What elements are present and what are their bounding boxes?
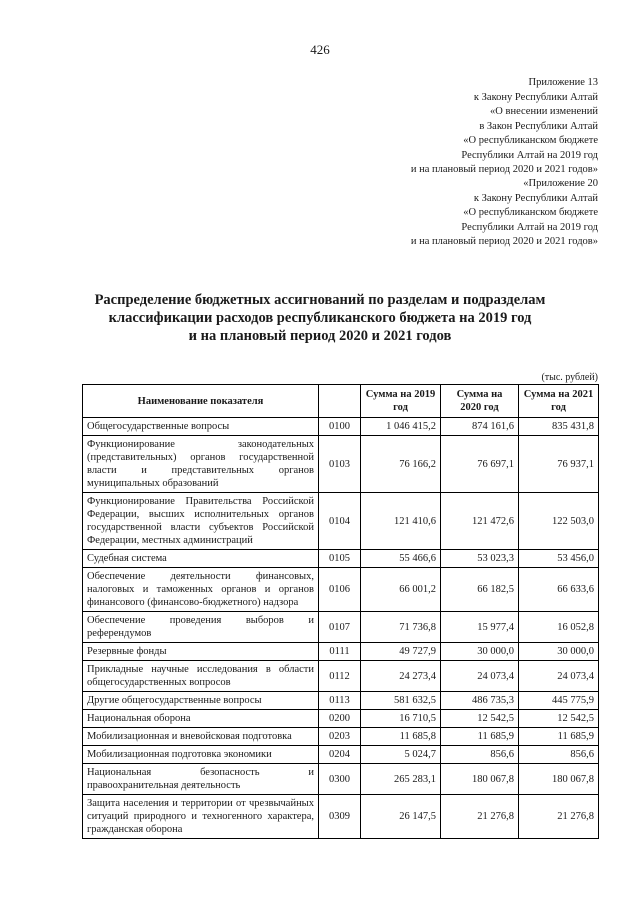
row-code: 0309 — [319, 795, 361, 839]
row-2019: 1 046 415,2 — [361, 418, 441, 436]
title-line: Распределение бюджетных ассигнований по разделам и подразделам — [94, 292, 546, 308]
row-2019: 581 632,5 — [361, 692, 441, 710]
row-code: 0112 — [319, 661, 361, 692]
row-2020: 121 472,6 — [441, 493, 519, 550]
row-2021: 122 503,0 — [519, 493, 599, 550]
table-row — [83, 436, 599, 493]
row-2019: 76 166,2 — [361, 436, 441, 493]
header-2021: Сумма на 2021 год — [519, 385, 599, 418]
row-code: 0105 — [319, 550, 361, 568]
row-code: 0100 — [319, 418, 361, 436]
row-2019: 11 685,8 — [361, 728, 441, 746]
row-code: 0300 — [319, 764, 361, 795]
row-code: 0111 — [319, 643, 361, 661]
row-2020: 486 735,3 — [441, 692, 519, 710]
row-name: Защита населения и территории от чрезвычайных ситуаций природного и техногенного характера, гражданская оборона — [83, 795, 319, 839]
row-name: Другие общегосударственные вопросы — [83, 692, 319, 710]
table-row — [83, 493, 599, 550]
row-2021: 76 937,1 — [519, 436, 599, 493]
row-name: Мобилизационная подготовка экономики — [83, 746, 319, 764]
row-code: 0203 — [319, 728, 361, 746]
row-2021: 11 685,9 — [519, 728, 599, 746]
row-code: 0113 — [319, 692, 361, 710]
row-2019: 26 147,5 — [361, 795, 441, 839]
table-row — [83, 764, 599, 795]
header-2019: Сумма на 2019 год — [361, 385, 441, 418]
table-row — [83, 728, 599, 746]
row-2020: 11 685,9 — [441, 728, 519, 746]
table-row — [83, 746, 599, 764]
row-2019: 121 410,6 — [361, 493, 441, 550]
row-2021: 16 052,8 — [519, 612, 599, 643]
row-2021: 12 542,5 — [519, 710, 599, 728]
header-2020: Сумма на 2020 год — [441, 385, 519, 418]
row-2019: 71 736,8 — [361, 612, 441, 643]
row-2020: 53 023,3 — [441, 550, 519, 568]
appendix-original-header — [411, 177, 598, 250]
table-row — [83, 692, 599, 710]
table-row — [83, 612, 599, 643]
appendix-line: и на плановый период 2020 и 2021 годов» — [410, 164, 598, 175]
row-2020: 24 073,4 — [441, 661, 519, 692]
appendix-line: Республики Алтай на 2019 год — [461, 221, 598, 233]
row-2019: 66 001,2 — [361, 568, 441, 612]
appendix-line: «Приложение 20 — [523, 178, 598, 189]
row-2020: 15 977,4 — [441, 612, 519, 643]
table-header-row — [83, 385, 599, 418]
row-2019: 5 024,7 — [361, 746, 441, 764]
row-name: Национальная безопасность и правоохранительная деятельность — [83, 764, 319, 795]
row-code: 0104 — [319, 493, 361, 550]
row-code: 0106 — [319, 568, 361, 612]
row-name: Прикладные научные исследования в области общегосударственных вопросов — [83, 661, 319, 692]
row-2021: 856,6 — [519, 746, 599, 764]
row-2021: 445 775,9 — [519, 692, 599, 710]
row-2020: 12 542,5 — [441, 710, 519, 728]
appendix-line: к Закону Республики Алтай — [473, 192, 598, 204]
row-name: Обеспечение проведения выборов и референдумов — [83, 612, 319, 643]
appendix-line: к Закону Республики Алтай — [473, 91, 598, 103]
header-code — [319, 385, 361, 418]
title-line: и на плановый период 2020 и 2021 годов — [188, 328, 452, 344]
row-2019: 49 727,9 — [361, 643, 441, 661]
appendix-line: в Закон Республики Алтай — [479, 120, 598, 132]
row-2021: 835 431,8 — [519, 418, 599, 436]
row-2020: 30 000,0 — [441, 643, 519, 661]
row-2019: 16 710,5 — [361, 710, 441, 728]
row-name: Функционирование законодательных (представительных) органов государственной власти и представительных органов муниципальных образований — [83, 436, 319, 493]
row-code: 0204 — [319, 746, 361, 764]
row-2019: 265 283,1 — [361, 764, 441, 795]
appendix-line: и на плановый период 2020 и 2021 годов» — [410, 236, 598, 247]
row-2019: 55 466,6 — [361, 550, 441, 568]
row-2021: 53 456,0 — [519, 550, 599, 568]
row-2021: 24 073,4 — [519, 661, 599, 692]
row-2020: 76 697,1 — [441, 436, 519, 493]
table-row — [83, 568, 599, 612]
appendix-current-header — [411, 76, 598, 178]
appendix-line: «О внесении изменений — [490, 106, 598, 117]
table-row — [83, 643, 599, 661]
appendix-line: «О республиканском бюджете — [463, 135, 598, 146]
units-label: (тыс. рублей) — [541, 372, 598, 383]
budget-table — [82, 384, 599, 839]
row-2020: 856,6 — [441, 746, 519, 764]
table-row — [83, 661, 599, 692]
header-name: Наименование показателя — [83, 385, 319, 418]
row-2020: 66 182,5 — [441, 568, 519, 612]
row-name: Судебная система — [83, 550, 319, 568]
appendix-line: Приложение 13 — [528, 77, 598, 88]
row-code: 0200 — [319, 710, 361, 728]
row-name: Обеспечение деятельности финансовых, налоговых и таможенных органов и органов финансового (финансово-бюджетного) надзора — [83, 568, 319, 612]
page-number: 426 — [310, 42, 330, 57]
row-2021: 66 633,6 — [519, 568, 599, 612]
row-2019: 24 273,4 — [361, 661, 441, 692]
row-name: Общегосударственные вопросы — [83, 418, 319, 436]
row-name: Национальная оборона — [83, 710, 319, 728]
table-row — [83, 550, 599, 568]
row-name: Резервные фонды — [83, 643, 319, 661]
table-row — [83, 795, 599, 839]
table-row — [83, 418, 599, 436]
row-2021: 30 000,0 — [519, 643, 599, 661]
appendix-line: Республики Алтай на 2019 год — [461, 149, 598, 161]
row-2020: 21 276,8 — [441, 795, 519, 839]
row-code: 0107 — [319, 612, 361, 643]
title-line: классификации расходов республиканского бюджета на 2019 год — [108, 310, 532, 326]
row-name: Функционирование Правительства Российской Федерации, высших исполнительных органов государственной власти субъектов Российской Федерации, местных администраций — [83, 493, 319, 550]
appendix-line: «О республиканском бюджете — [463, 207, 598, 218]
row-code: 0103 — [319, 436, 361, 493]
row-2020: 874 161,6 — [441, 418, 519, 436]
row-name: Мобилизационная и вневойсковая подготовка — [83, 728, 319, 746]
row-2021: 180 067,8 — [519, 764, 599, 795]
row-2020: 180 067,8 — [441, 764, 519, 795]
document-title — [60, 291, 580, 345]
row-2021: 21 276,8 — [519, 795, 599, 839]
table-row — [83, 710, 599, 728]
